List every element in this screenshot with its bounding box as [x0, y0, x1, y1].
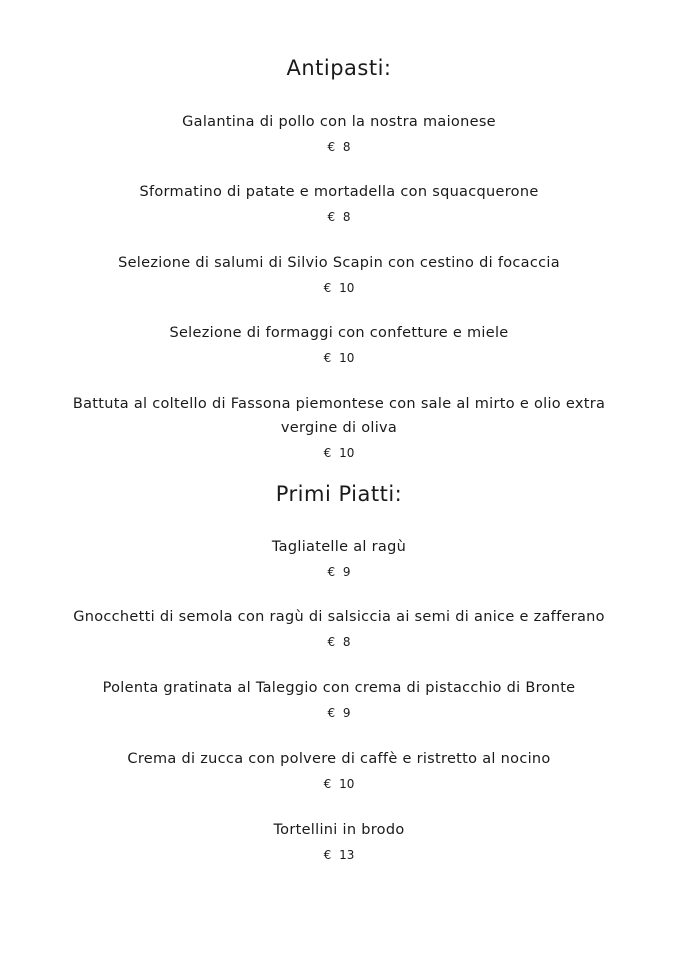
menu-item	[40, 180, 638, 226]
menu-item-name: Gnocchetti di semola con ragù di salsiccia ai semi di anice e zafferano	[73, 609, 605, 625]
menu-item-price: € 8	[327, 635, 351, 649]
menu-item-price: € 10	[323, 351, 355, 365]
menu-item-name: Polenta gratinata al Taleggio con crema di pistacchio di Bronte	[102, 680, 576, 696]
menu-item	[40, 251, 638, 297]
menu-item-name: Tagliatelle al ragù	[271, 539, 407, 555]
menu-item-name: Selezione di formaggi con confetture e miele	[169, 325, 509, 341]
menu-item-price: € 10	[323, 281, 355, 295]
menu-item-name: Crema di zucca con polvere di caffè e ristretto al nocino	[127, 751, 551, 767]
menu-item-name: Galantina di pollo con la nostra maionese	[182, 114, 496, 130]
menu-item-price: € 9	[327, 706, 351, 720]
menu-item	[40, 747, 638, 793]
menu-item-name: Battuta al coltello di Fassona piemontese con sale al mirto e olio extra vergine di oliva	[72, 396, 606, 436]
section-title-antipasti: Antipasti:	[286, 56, 392, 80]
menu-item-price: € 13	[323, 848, 355, 862]
menu-item	[40, 535, 638, 581]
menu-item	[40, 321, 638, 367]
menu-item	[40, 818, 638, 864]
menu-item	[20, 605, 658, 651]
section-title-primi-piatti: Primi Piatti:	[275, 482, 403, 506]
menu-item-price: € 9	[327, 565, 351, 579]
menu-item-price: € 8	[327, 210, 351, 224]
menu-item	[40, 110, 638, 156]
menu-item-price: € 8	[327, 140, 351, 154]
menu-item-price: € 10	[323, 777, 355, 791]
menu-item-name: Tortellini in brodo	[273, 822, 405, 838]
menu-item-name: Sformatino di patate e mortadella con squacquerone	[139, 184, 539, 200]
menu-item	[70, 392, 608, 462]
menu-item-name: Selezione di salumi di Silvio Scapin con cestino di focaccia	[118, 255, 560, 271]
menu-item-price: € 10	[323, 446, 355, 460]
menu-item	[40, 676, 638, 722]
